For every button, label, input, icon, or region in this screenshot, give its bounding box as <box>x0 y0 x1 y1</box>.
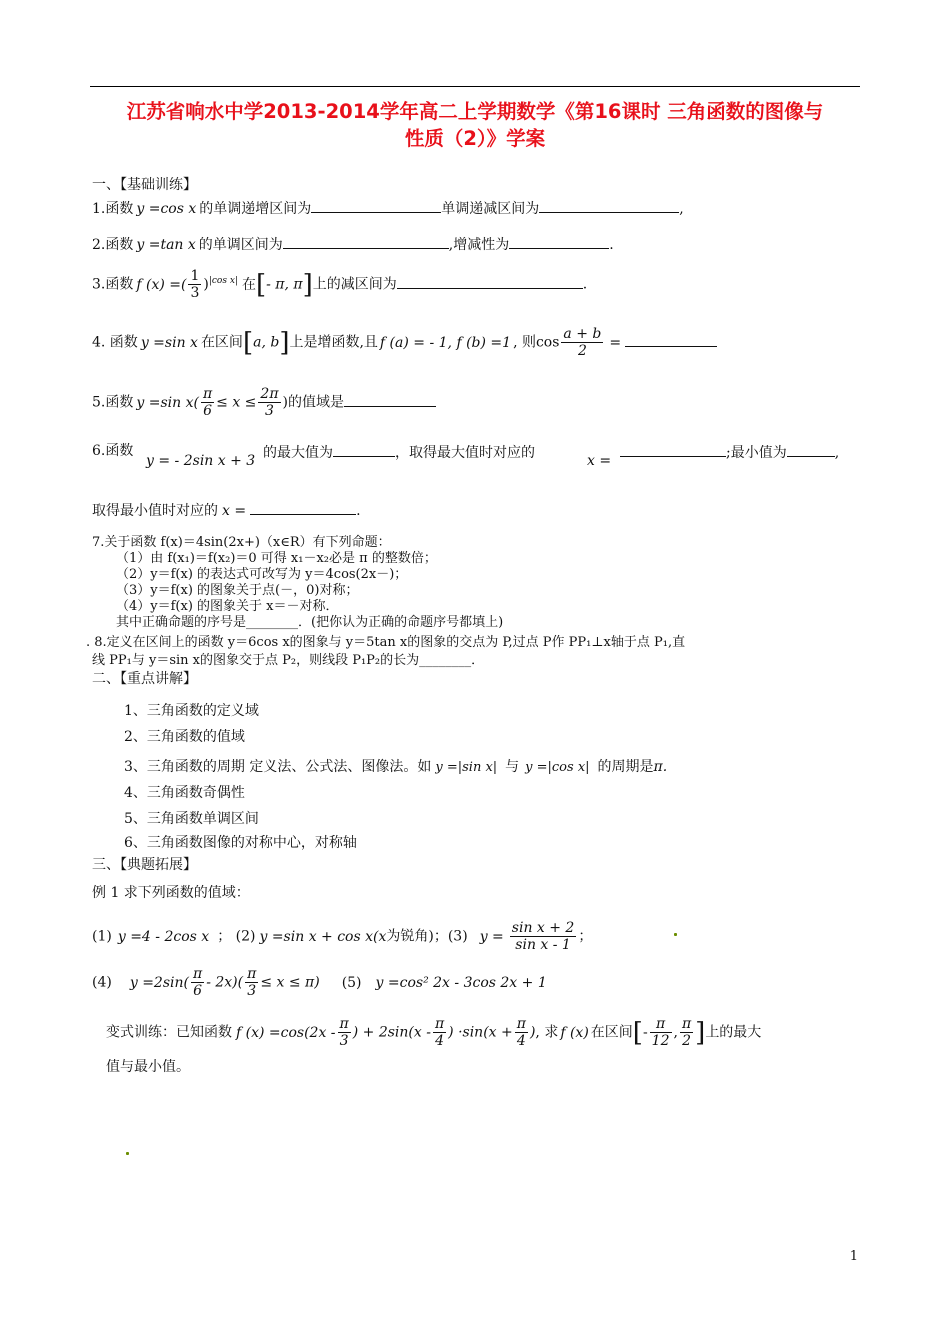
q3-interval: - π, π <box>266 276 303 293</box>
q6-blank-2 <box>620 442 726 457</box>
q3-fraction: $\frac{1}{3}$ <box>190 268 200 301</box>
q7-line-6: 其中正确命题的序号是________．(把你认为正确的命题序号都填上) <box>116 615 504 630</box>
q2-blank-2 <box>509 234 609 249</box>
q3-exponent: |cos x| <box>208 275 238 286</box>
q6-blank-4 <box>250 500 356 515</box>
e1-formula-2: y =sin x + cos x(x <box>259 928 387 945</box>
section-basic-training: 一、【基础训练】 <box>92 177 197 193</box>
e1-fraction: $\frac{\text{sin x + 2}}{\text{sin x - 1}}$ <box>511 920 575 953</box>
example-4-5: (4) y =2sin( $\frac{\pi}{6}$ - 2x)( $\frac{\pi}{3}$ ≤ x ≤ π) (5) y =cos² 2x - 3cos 2x + 1 <box>92 966 547 999</box>
top-rule <box>90 86 860 87</box>
page-number: 1 <box>849 1249 858 1264</box>
question-6: 6.函数 <box>92 443 134 459</box>
q6-blank-1 <box>333 442 395 457</box>
q1-text-2: 单调递减区间为 <box>441 201 540 217</box>
q4-interval: a, b <box>253 334 280 351</box>
q5-blank <box>344 392 436 407</box>
q3-blank <box>397 274 583 289</box>
q4-condition: f (a) = - 1, f (b) =1 <box>379 334 512 351</box>
e5-formula: y =cos² 2x - 3cos 2x + 1 <box>375 974 547 991</box>
stray-mark-2 <box>126 1152 129 1155</box>
question-3: 3.函数 f (x) =( $\frac{1}{3}$ )$^{|cos x|}$ 在[- π, π]上的减区间为 . <box>92 268 588 301</box>
q7-line-3: （2）y＝f(x) 的表达式可改写为 y＝4cos(2x－)； <box>116 567 408 582</box>
variant-training-line2: 值与最小值。 <box>106 1059 190 1075</box>
q6-text: 的最大值为 ，取得最大值时对应的 <box>263 442 535 462</box>
key-point-5: 5、三角函数单调区间 <box>124 811 259 827</box>
question-6-line2: 取得最小值时对应的 x = . <box>92 500 361 520</box>
q6-x: x = <box>587 453 612 469</box>
e1-formula-1: y =4 - 2cos x <box>117 928 210 945</box>
q3-formula: f (x) =( <box>136 276 187 293</box>
question-4: 4. 函数 y =sin x 在区间[a, b]上是增函数,且 f (a) = - 1, f (b) =1 , 则cos $\frac{a + b}{2}$ = <box>92 326 717 359</box>
example-1-items: (1) y =4 - 2cos x ； (2) y =sin x + cos x(x为锐角)；(3) y = $\frac{\text{sin x + 2}}{\text{sin x - 1}}$ ； <box>92 920 593 953</box>
q2-formula: y =tan x <box>136 237 196 253</box>
q8-line-2: 线 PP₁与 y＝sin x的图象交于点 P₂，则线段 P₁P₂的长为________． <box>92 653 485 668</box>
k3-formula-2: y =|cos x| <box>525 760 590 775</box>
q1-blank-1 <box>311 198 441 213</box>
q8-line-1: . 8.定义在区间上的函数 y＝6cos x的图象与 y＝5tan x的图象的交点为 P,过点 P作 PP₁⊥x轴于点 P₁,直 <box>86 635 686 650</box>
q7-line-5: （4）y＝f(x) 的图象关于 x＝－对称． <box>116 599 339 614</box>
q7-line-2: （1）由 f(x₁)＝f(x₂)＝0 可得 x₁－x₂必是 π 的整数倍； <box>116 551 437 566</box>
q4-fraction: $\frac{a + b}{2}$ <box>563 326 602 359</box>
q6-blank-3 <box>787 442 835 457</box>
example-1-heading: 例 1 求下列函数的值域： <box>92 885 250 901</box>
q7-line-1: 7.关于函数 f(x)＝4sin(2x+)（x∈R）有下列命题： <box>92 535 391 550</box>
q1-label: 1.函数 <box>92 201 134 217</box>
question-5: 5.函数 y =sin x( $\frac{\pi}{6}$ ≤ x ≤ $\frac{2\pi}{3}$ )的值域是 <box>92 386 436 419</box>
question-1: 1.函数 y =cos x 的单调递增区间为 单调递减区间为 , <box>92 198 684 218</box>
q4-blank <box>625 332 717 347</box>
question-2: 2.函数 y =tan x 的单调区间为 ,增减性为 . <box>92 234 614 254</box>
stray-mark-1 <box>674 933 677 936</box>
q7-line-4: （3）y＝f(x) 的图象关于点(－，0)对称； <box>116 583 359 598</box>
q5-formula: y =sin x( <box>136 394 199 411</box>
key-point-2: 2、三角函数的值域 <box>124 729 245 745</box>
key-point-4: 4、三角函数奇偶性 <box>124 785 245 801</box>
q2-blank-1 <box>283 234 449 249</box>
q1-blank-2 <box>539 198 679 213</box>
q4-formula: y =sin x <box>140 334 198 351</box>
key-point-1: 1、三角函数的定义域 <box>124 703 259 719</box>
k3-formula-1: y =|sin x| <box>435 760 498 775</box>
key-point-6: 6、三角函数图像的对称中心，对称轴 <box>124 835 357 851</box>
q6-text-2: ;最小值为 , <box>620 442 839 462</box>
q6-formula: y = - 2sin x + 3 <box>146 453 256 469</box>
key-point-3: 3、三角函数的周期 定义法、公式法、图像法。如 y =|sin x| 与 y =|cos x| 的周期是π. <box>124 759 668 775</box>
e4-formula: y =2sin( <box>129 974 189 991</box>
page-title-line2: 性质（2）》学案 <box>404 127 546 150</box>
section-key-points: 二、【重点讲解】 <box>92 671 197 687</box>
q1-text: 的单调递增区间为 <box>199 201 312 217</box>
variant-training: 变式训练：已知函数 f (x) =cos(2x - $\frac{\pi}{3}$ ) + 2sin(x - $\frac{\pi}{4}$ ) ·sin(x + $\frac{\pi}{4}$ ), 求 f (x) 在区间[- $\frac{\pi}{12}$ , $\frac{\pi}{2}$ ]上的最大 <box>106 1016 762 1049</box>
variant-formula: f (x) =cos(2x - <box>236 1024 336 1041</box>
section-examples: 三、【典题拓展】 <box>92 857 197 873</box>
q1-formula: y =cos x <box>136 201 197 217</box>
page-title-line1: 江苏省响水中学2013-2014学年高二上学期数学《第16课时 三角函数的图像与 <box>126 100 824 123</box>
